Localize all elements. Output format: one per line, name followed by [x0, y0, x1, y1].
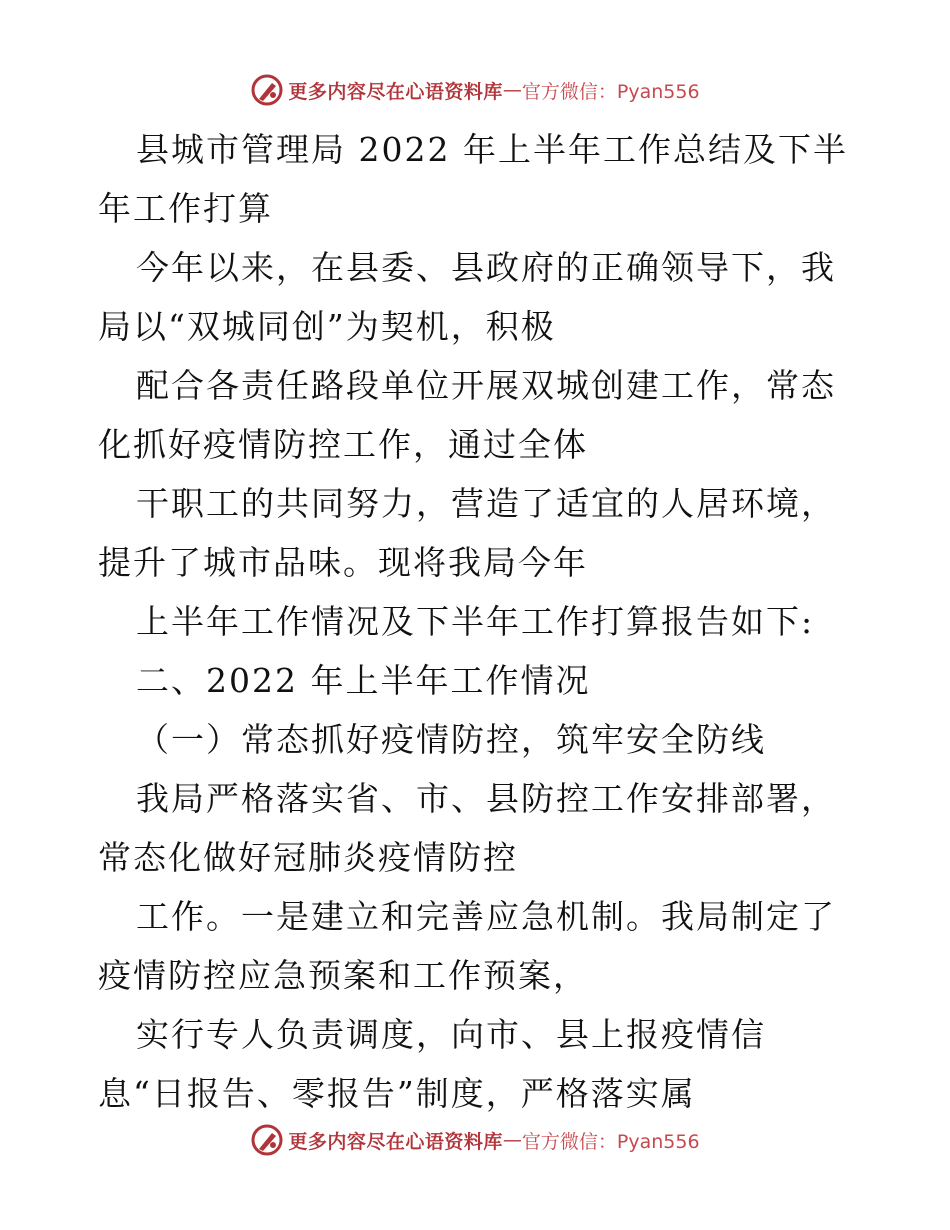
- doc-paragraph: 工作。一是建立和完善应急机制。我局制定了疫情防控应急预案和工作预案，: [98, 897, 836, 995]
- doc-paragraph: 我局严格落实省、市、县防控工作安排部署，常态化做好冠肺炎疫情防控: [98, 779, 836, 877]
- doc-paragraph: 上半年工作情况及下半年工作打算报告如下:: [136, 602, 815, 641]
- header-watermark-banner: [0, 70, 950, 110]
- section-heading: 二、2022 年上半年工作情况: [136, 661, 591, 700]
- doc-paragraph: 今年以来，在县委、县政府的正确领导下，我局以“双城同创”为契机，积极: [98, 248, 836, 346]
- watermark-site-name: 更多内容尽在心语资料库: [288, 80, 503, 103]
- doc-paragraph: 配合各责任路段单位开展双城创建工作，常态化抓好疫情防控工作，通过全体: [98, 366, 836, 464]
- watermark-wechat: 官方微信：Pyan556: [521, 80, 700, 103]
- doc-title: 县城市管理局 2022 年上半年工作总结及下半年工作打算: [98, 130, 848, 228]
- doc-paragraph: 实行专人负责调度，向市、县上报疫情信息“日报告、零报告”制度，严格落实属: [98, 1015, 766, 1113]
- subsection-heading: （一）常态抓好疫情防控，筑牢安全防线: [136, 720, 766, 759]
- watermark-site-name: 更多内容尽在心语资料库: [288, 1130, 503, 1153]
- quill-seal-logo-icon: [250, 73, 284, 107]
- watermark-separator: —: [502, 79, 522, 101]
- footer-watermark-banner: [0, 1120, 950, 1160]
- quill-seal-logo-icon: [250, 1123, 284, 1157]
- watermark-wechat: 官方微信：Pyan556: [521, 1130, 700, 1153]
- document-body: [0, 120, 950, 1123]
- doc-paragraph: 干职工的共同努力，营造了适宜的人居环境，提升了城市品味。现将我局今年: [98, 484, 836, 582]
- watermark-separator: —: [502, 1129, 522, 1151]
